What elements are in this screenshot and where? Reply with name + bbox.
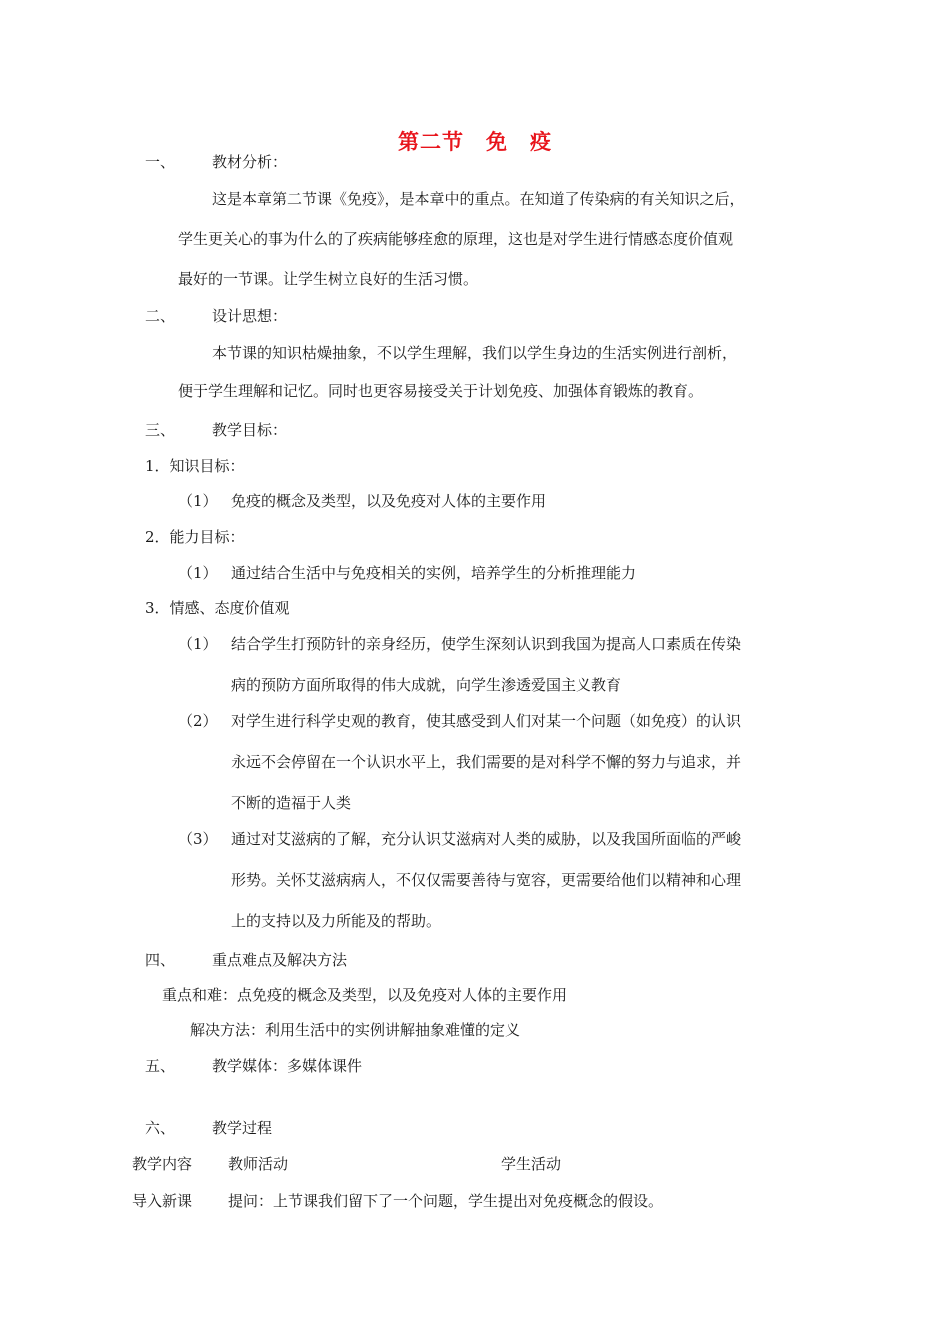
goal-1-label: 1．知识目标： (145, 457, 245, 475)
goal-1-item: 免疫的概念及类型，以及免疫对人体的主要作用 (231, 492, 547, 510)
goal-2-item-number: （1） (178, 564, 218, 582)
section-3-number: 三、 (145, 421, 176, 439)
section-1-line-2: 学生更关心的事为什么的了疾病能够痊愈的原理，这也是对学生进行情感态度价值观 (178, 230, 734, 248)
goal-3-item-3-line-2: 形势。关怀艾滋病病人，不仅仅需要善待与宽容，更需要给他们以精神和心理 (231, 871, 742, 889)
key-difficulty: 重点和难：点免疫的概念及类型，以及免疫对人体的主要作用 (162, 986, 568, 1004)
goal-2-item: 通过结合生活中与免疫相关的实例，培养学生的分析推理能力 (231, 564, 637, 582)
goal-3-item-1-number: （1） (178, 635, 218, 653)
page-title: 第二节 免 疫 (398, 130, 552, 154)
solution-method: 解决方法：利用生活中的实例讲解抽象难懂的定义 (190, 1021, 521, 1039)
table-header-student: 学生活动 (501, 1155, 562, 1173)
goal-3-item-3-line-3: 上的支持以及力所能及的帮助。 (231, 912, 442, 930)
section-2-number: 二、 (145, 307, 176, 325)
section-5-number: 五、 (145, 1057, 176, 1075)
goal-3-item-2-number: （2） (178, 712, 218, 730)
section-2-line-1: 本节课的知识枯燥抽象，不以学生理解，我们以学生身边的生活实例进行剖析， (212, 344, 738, 362)
goal-3-item-3-line-1: 通过对艾滋病的了解，充分认识艾滋病对人类的威胁，以及我国所面临的严峻 (231, 830, 742, 848)
goal-3-item-1-line-2: 病的预防方面所取得的伟大成就，向学生渗透爱国主义教育 (231, 676, 622, 694)
section-2-heading: 设计思想： (212, 307, 288, 325)
goal-3-item-2-line-1: 对学生进行科学史观的教育，使其感受到人们对某一个问题（如免疫）的认识 (231, 712, 742, 730)
table-header-content: 教学内容 (132, 1155, 193, 1173)
section-4-number: 四、 (145, 951, 176, 969)
table-row-text: 提问：上节课我们留下了一个问题，学生提出对免疫概念的假设。 (228, 1192, 664, 1210)
goal-3-item-2-line-3: 不断的造福于人类 (231, 794, 352, 812)
section-1-line-3: 最好的一节课。让学生树立良好的生活习惯。 (178, 270, 479, 288)
section-4-heading: 重点难点及解决方法 (212, 951, 348, 969)
table-row-label: 导入新课 (132, 1192, 193, 1210)
section-1-number: 一、 (145, 153, 176, 171)
section-1-heading: 教材分析： (212, 153, 288, 171)
section-2-line-2: 便于学生理解和记忆。同时也更容易接受关于计划免疫、加强体育锻炼的教育。 (178, 382, 704, 400)
table-header-teacher: 教师活动 (228, 1155, 289, 1173)
goal-1-item-number: （1） (178, 492, 218, 510)
section-6-number: 六、 (145, 1119, 176, 1137)
goal-3-item-1-line-1: 结合学生打预防针的亲身经历，使学生深刻认识到我国为提高人口素质在传染 (231, 635, 742, 653)
goal-2-label: 2．能力目标： (145, 528, 245, 546)
goal-3-item-2-line-2: 永远不会停留在一个认识水平上，我们需要的是对科学不懈的努力与追求，并 (231, 753, 742, 771)
section-3-heading: 教学目标： (212, 421, 288, 439)
section-5-heading: 教学媒体：多媒体课件 (212, 1057, 363, 1075)
section-1-line-1: 这是本章第二节课《免疫》，是本章中的重点。在知道了传染病的有关知识之后， (212, 190, 745, 208)
section-6-heading: 教学过程 (212, 1119, 273, 1137)
goal-3-label: 3．情感、态度价值观 (145, 599, 290, 617)
goal-3-item-3-number: （3） (178, 830, 218, 848)
